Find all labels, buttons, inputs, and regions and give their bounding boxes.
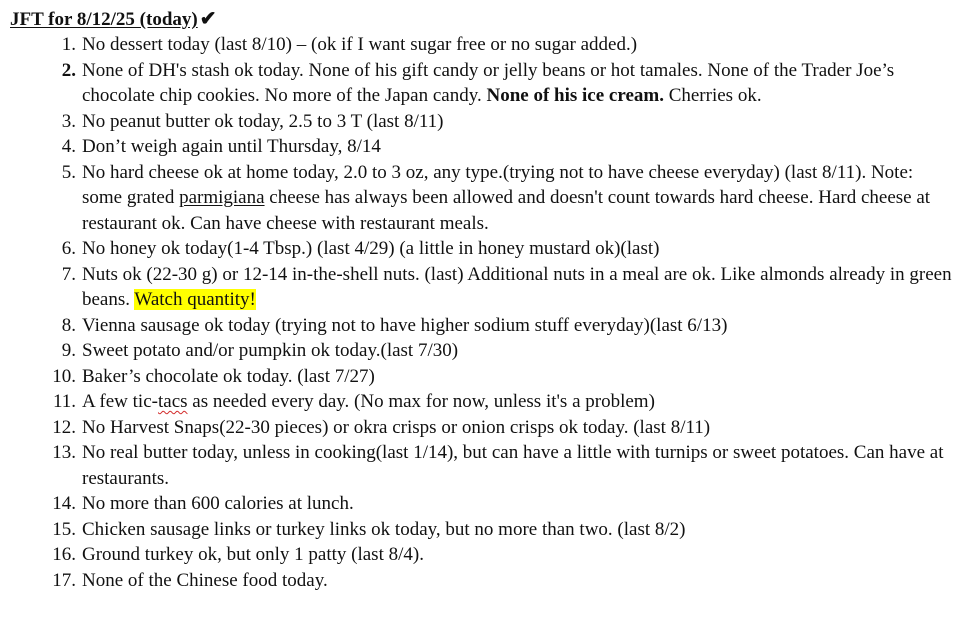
- list-item-1: [10, 32, 955, 58]
- item-text: No peanut butter ok today, 2.5 to 3 T (last 8/11): [82, 110, 444, 132]
- item-text: Vienna sausage ok today (trying not to have higher sodium stuff everyday)(last 6/13): [82, 314, 728, 336]
- item-number: 10.: [52, 365, 76, 387]
- item-number: 3.: [61, 110, 76, 132]
- item-text: None of DH's stash ok today. None of his gift candy or jelly beans or hot tamales. None of the Trader Joe’s chocolate chip cookies. No more of the Japan candy.: [82, 59, 895, 106]
- list-item-2: [10, 58, 955, 109]
- list-item-17: [10, 568, 955, 594]
- heading-text: JFT for 8/12/25 (today): [10, 9, 198, 30]
- item-text: Don’t weigh again until Thursday, 8/14: [82, 136, 381, 157]
- item-text: No more than 600 calories at lunch.: [82, 493, 354, 514]
- item-text: A few tic-: [82, 391, 158, 412]
- list-item-9: [10, 338, 955, 364]
- list-item-16: [10, 542, 955, 568]
- checkmark-icon: ✔: [199, 8, 217, 30]
- item-text-bold: None of his ice cream.: [486, 85, 664, 106]
- list-item-11: [10, 389, 955, 415]
- list-item-12: [10, 415, 955, 441]
- list-item-4: [10, 134, 955, 160]
- list-item-15: [10, 517, 955, 543]
- item-number: 7.: [61, 263, 76, 285]
- document-heading: [10, 8, 955, 31]
- item-number: 5.: [61, 161, 76, 183]
- item-text: No real butter today, unless in cooking(last 1/14), but can have a little with turnips or sweet potatoes. Can have at restaurants.: [82, 442, 944, 489]
- item-number: 14.: [52, 493, 76, 514]
- spellcheck-text: tacs: [157, 391, 188, 412]
- list-item-13: [10, 440, 955, 491]
- item-text: Ground turkey ok, but only 1 patty (last 8/4).: [82, 544, 424, 565]
- item-text: cheese has always been allowed and doesn't count towards hard cheese. Hard cheese at restaurant ok. Can have cheese with restaurant meals.: [82, 187, 931, 234]
- item-number: 2.: [61, 59, 76, 81]
- list-item-8: [10, 313, 955, 339]
- item-number: 13.: [52, 442, 76, 463]
- rules-list: [10, 32, 955, 593]
- item-text: Chicken sausage links or turkey links ok today, but no more than two. (last 8/2): [82, 518, 686, 540]
- item-number: 11.: [52, 391, 76, 412]
- list-item-14: [10, 491, 955, 517]
- list-item-10: [10, 364, 955, 390]
- list-item-3: [10, 109, 955, 135]
- item-text: Nuts ok (22-30 g) or 12-14 in-the-shell nuts. (last) Additional nuts in a meal are ok. Like almonds already in green beans.: [82, 263, 952, 310]
- item-text: No hard cheese ok at home today, 2.0 to 3 oz, any type.(trying not to have cheese everyday) (last 8/11). Note: some grated: [82, 161, 914, 208]
- item-number: 6.: [61, 238, 76, 259]
- item-text: Cherries ok.: [663, 85, 762, 106]
- item-text: Sweet potato and/or pumpkin ok today.(last 7/30): [82, 340, 459, 361]
- item-text: No dessert today (last 8/10) – (ok if I want sugar free or no sugar added.): [82, 34, 638, 55]
- item-number: 16.: [52, 544, 76, 565]
- item-text: None of the Chinese food today.: [82, 569, 328, 591]
- item-number: 15.: [52, 518, 76, 540]
- item-number: 1.: [61, 34, 76, 55]
- list-item-6: [10, 236, 955, 262]
- item-text: Baker’s chocolate ok today. (last 7/27): [82, 365, 375, 387]
- item-number: 12.: [52, 416, 76, 438]
- item-text: No honey ok today(1-4 Tbsp.) (last 4/29) (a little in honey mustard ok)(last): [82, 238, 660, 259]
- highlighted-text: Watch quantity!: [134, 289, 256, 310]
- item-number: 9.: [61, 340, 76, 361]
- list-item-7: [10, 262, 955, 313]
- item-text-underlined: parmigiana: [179, 187, 265, 208]
- item-number: 17.: [52, 569, 76, 591]
- item-text: No Harvest Snaps(22-30 pieces) or okra crisps or onion crisps ok today. (last 8/11): [82, 416, 711, 438]
- item-number: 4.: [61, 136, 76, 157]
- item-text: as needed every day. (No max for now, unless it's a problem): [187, 391, 655, 412]
- list-item-5: [10, 160, 955, 237]
- item-number: 8.: [61, 314, 76, 336]
